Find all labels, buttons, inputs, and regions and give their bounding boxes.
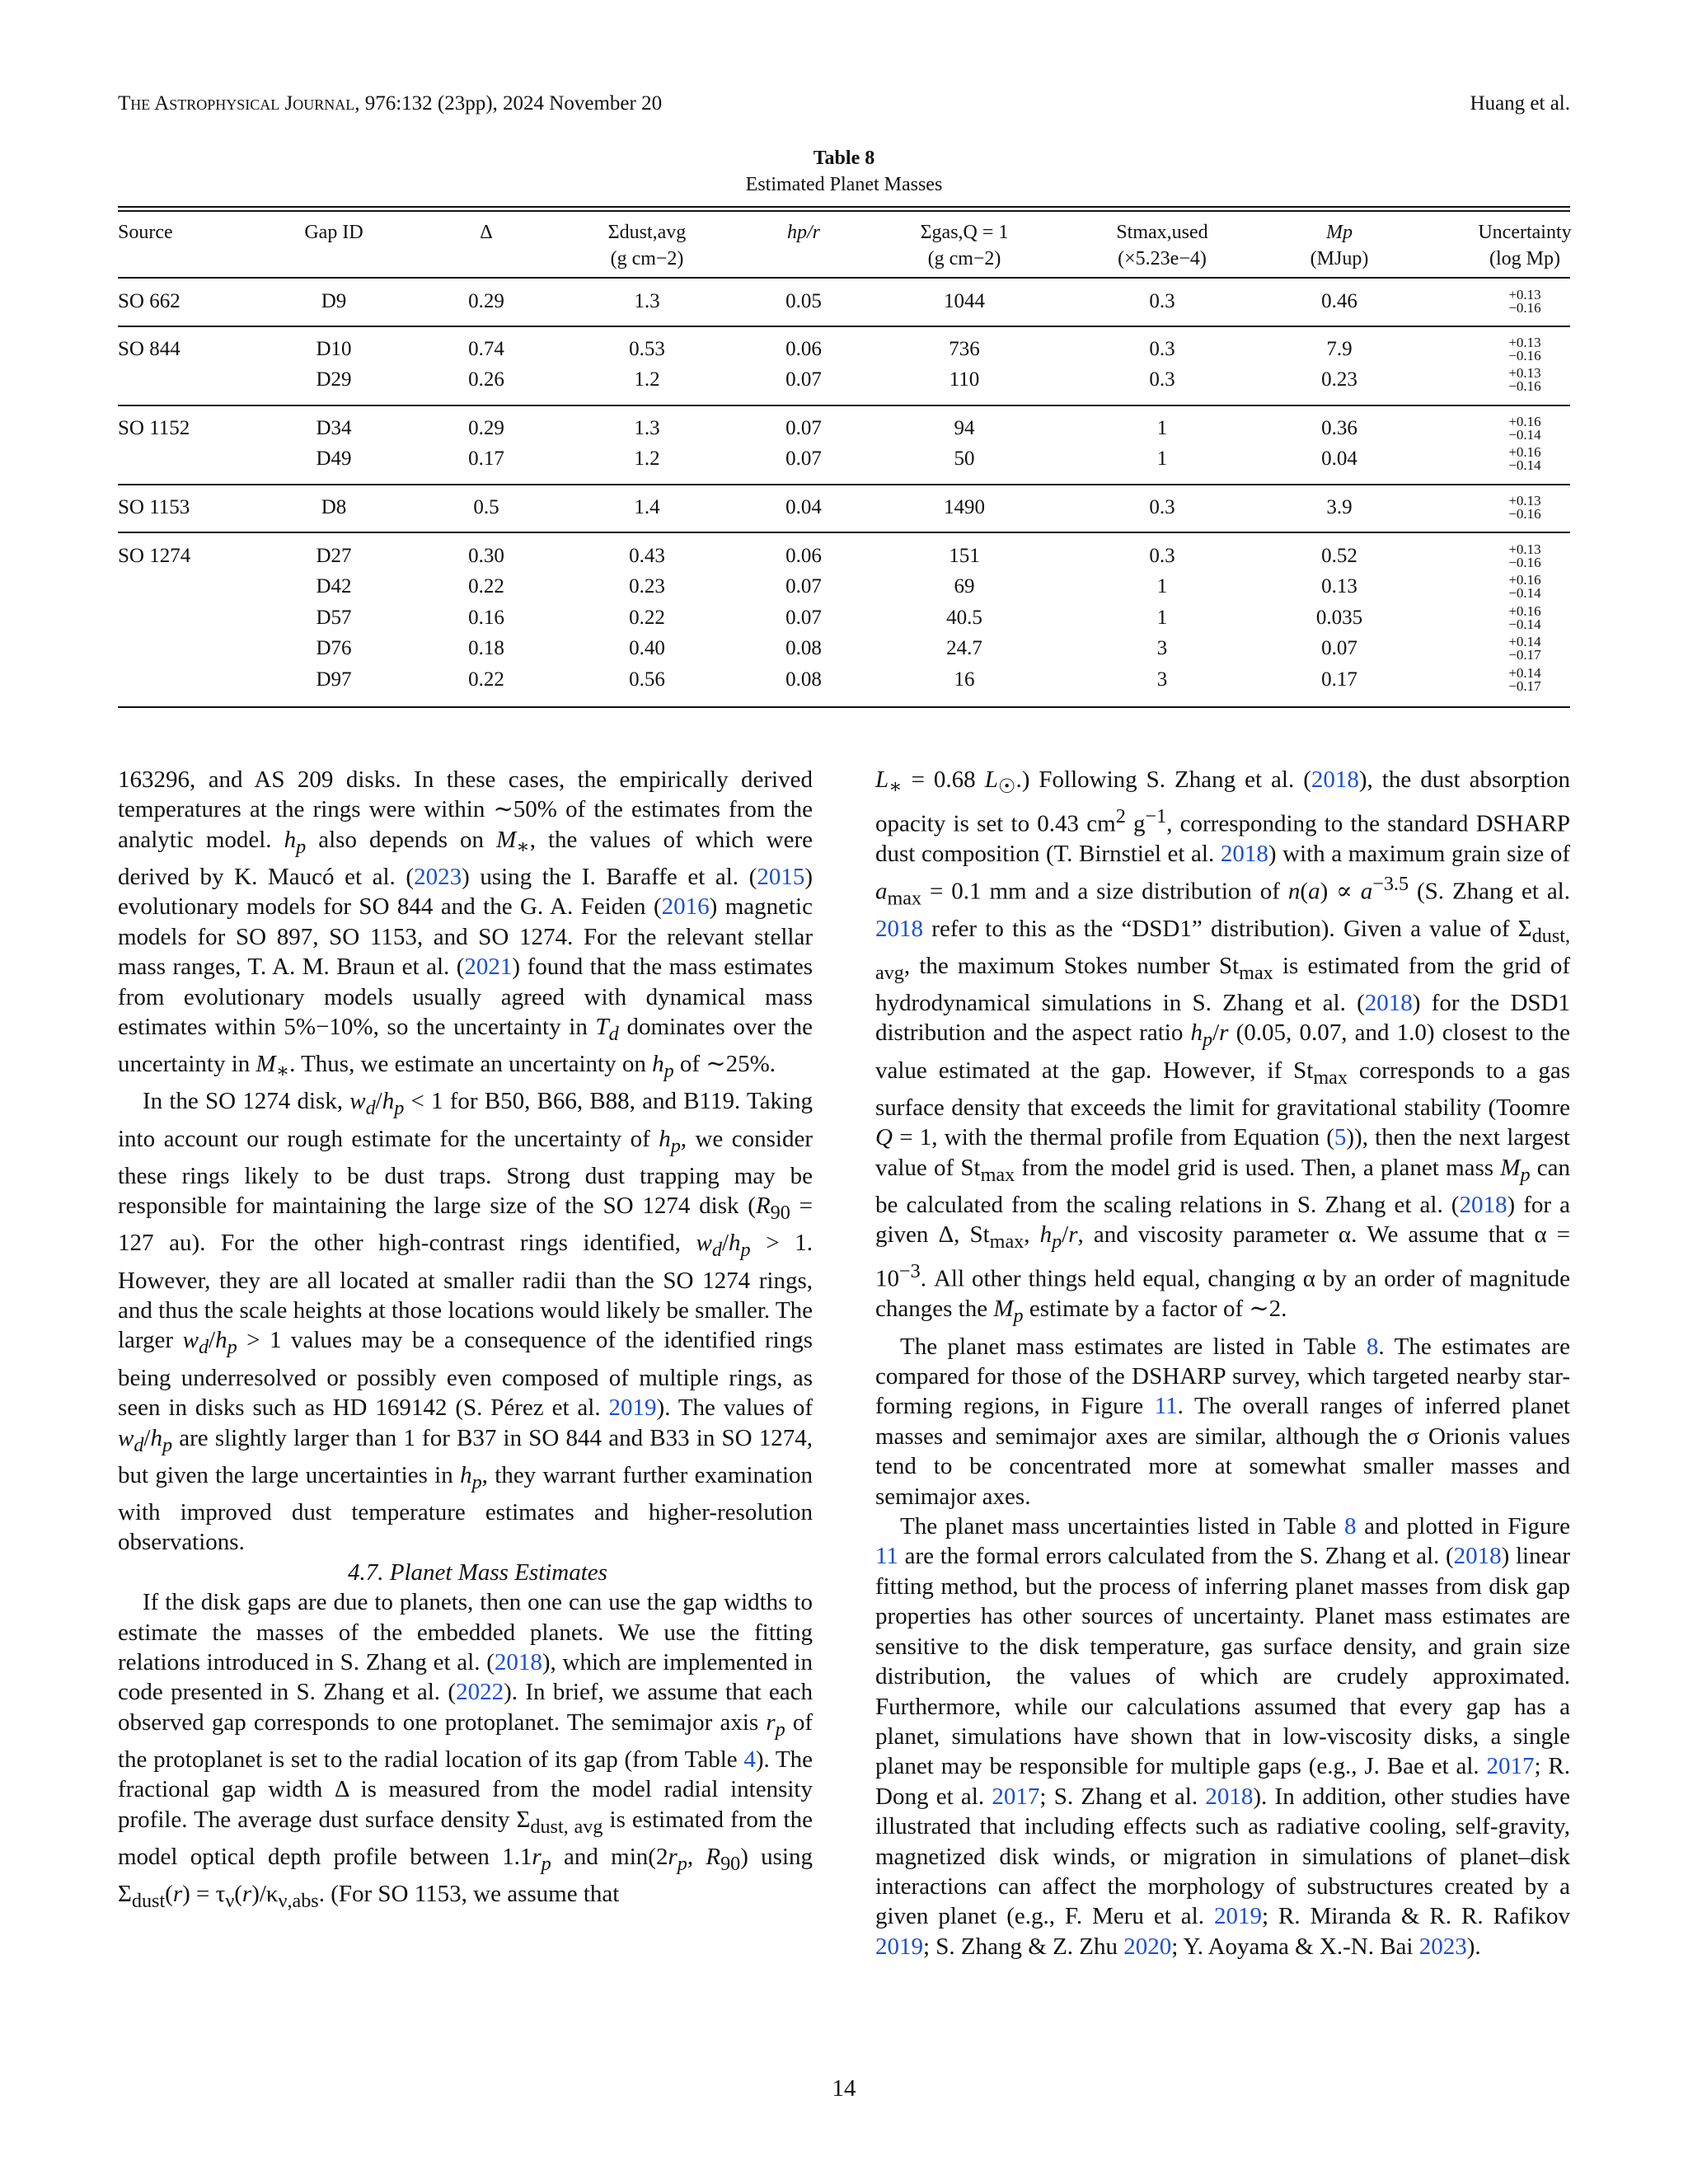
table-cell-gap: D29: [316, 368, 352, 391]
table-cell-sigma-dust: 1.3: [634, 417, 660, 439]
col-header-sigma-gas: [890, 219, 1039, 272]
uncertainty-upper: +0.16: [1508, 572, 1541, 588]
table-cell-gap: D9: [321, 290, 347, 312]
table-cell-st: 1: [1156, 417, 1168, 439]
uncertainty-lower: −0.14: [1508, 616, 1541, 632]
left-column: [118, 765, 813, 1916]
uncertainty-upper: +0.14: [1508, 665, 1541, 681]
uncertainty-lower: −0.17: [1508, 647, 1541, 663]
uncertainty-lower: −0.16: [1508, 506, 1541, 522]
table-cell-gap: D49: [316, 448, 352, 470]
table-cell-sigma-gas: 110: [949, 368, 980, 391]
uncertainty-lower: −0.16: [1508, 300, 1541, 316]
journal-citation: , 976:132 (23pp), 2024 November 20: [354, 92, 663, 115]
table-cell-mp: 0.46: [1321, 290, 1357, 312]
sigma-dust-unit: (g cm−2): [610, 248, 684, 269]
table-cell-delta: 0.30: [468, 545, 504, 567]
table-cell-uncertainty: [1508, 494, 1540, 521]
table-cell-mp: 0.07: [1321, 637, 1357, 659]
uncertainty-lower: −0.14: [1508, 457, 1541, 473]
table-cell-st: 0.3: [1149, 368, 1175, 391]
table-cell-sigma-dust: 1.4: [634, 496, 660, 518]
table-group-rule: [118, 326, 1570, 327]
table-cell-mp: 0.17: [1321, 668, 1357, 691]
table-cell-sigma-gas: 1044: [944, 290, 985, 312]
table-cell-st: 0.3: [1149, 496, 1175, 518]
uncertainty-upper: +0.16: [1508, 603, 1541, 619]
st-unit: (×5.23e−4): [1118, 248, 1207, 269]
table-cell-gap: D76: [316, 637, 352, 659]
running-header-citation: [118, 92, 662, 115]
uncertainty-upper: +0.13: [1508, 493, 1541, 509]
table-cell-sigma-gas: 69: [954, 575, 975, 598]
unc-unit: (log Mp): [1489, 248, 1560, 269]
col-header-sigma-dust: [573, 219, 721, 272]
table-cell-delta: 0.22: [468, 668, 504, 691]
uncertainty-upper: +0.13: [1508, 365, 1541, 381]
unc-label: Uncertainty: [1478, 222, 1572, 243]
table-cell-hp: 0.05: [785, 290, 822, 312]
table-cell-sigma-dust: 0.23: [629, 575, 665, 598]
table-bottom-rule: [118, 706, 1570, 708]
table-cell-sigma-gas: 40.5: [946, 607, 982, 629]
table-cell-hp: 0.08: [785, 668, 822, 691]
table-cell-sigma-dust: 1.2: [634, 368, 660, 391]
col-header-uncertainty: [1463, 219, 1587, 272]
col-header-delta: Δ: [480, 222, 493, 243]
table-cell-gap: D8: [321, 496, 347, 518]
uncertainty-lower: −0.14: [1508, 427, 1541, 443]
mp-unit: (MJup): [1310, 248, 1369, 269]
table-cell-uncertainty: [1508, 543, 1540, 569]
col-header-hp: hp/r: [786, 222, 820, 243]
table-cell-sigma-dust: 1.3: [634, 290, 660, 312]
col-header-mp: [1290, 219, 1389, 272]
table-title: [118, 145, 1570, 198]
table-cell-st: 0.3: [1149, 338, 1175, 360]
table-cell-gap: D27: [316, 545, 352, 567]
uncertainty-upper: +0.16: [1508, 414, 1541, 429]
table-cell-sigma-dust: 0.53: [629, 338, 665, 360]
uncertainty-upper: +0.13: [1508, 287, 1541, 302]
table-cell-delta: 0.17: [468, 448, 504, 470]
table-cell-uncertainty: [1508, 605, 1540, 631]
st-label: Stmax,used: [1116, 222, 1208, 243]
table-cell-hp: 0.07: [785, 448, 822, 470]
uncertainty-lower: −0.14: [1508, 585, 1541, 601]
table-cell-st: 0.3: [1149, 290, 1175, 312]
table-cell-hp: 0.07: [785, 368, 822, 391]
table-cell-gap: D10: [316, 338, 352, 360]
table-cell-hp: 0.06: [785, 338, 822, 360]
table-cell-hp: 0.08: [785, 637, 822, 659]
table-cell-source: SO 662: [118, 290, 181, 312]
mp-label: Mp: [1326, 222, 1353, 243]
uncertainty-lower: −0.17: [1508, 678, 1541, 694]
col-header-gap: Gap ID: [304, 222, 363, 243]
uncertainty-upper: +0.13: [1508, 335, 1541, 350]
sigma-gas-unit: (g cm−2): [927, 248, 1001, 269]
table-cell-hp: 0.04: [785, 496, 822, 518]
table-cell-source: SO 1152: [118, 417, 190, 439]
table-cell-mp: 0.13: [1321, 575, 1357, 598]
uncertainty-lower: −0.16: [1508, 555, 1541, 570]
uncertainty-upper: +0.13: [1508, 541, 1541, 557]
table-cell-hp: 0.07: [785, 575, 822, 598]
table-cell-st: 3: [1156, 668, 1168, 691]
table-cell-mp: 0.36: [1321, 417, 1357, 439]
table-cell-delta: 0.26: [468, 368, 504, 391]
running-header-authors: Huang et al.: [1470, 92, 1570, 115]
table-cell-uncertainty: [1508, 635, 1540, 662]
table-cell-delta: 0.29: [468, 417, 504, 439]
table-cell-st: 1: [1156, 448, 1168, 470]
table-cell-hp: 0.06: [785, 545, 822, 567]
table-cell-st: 1: [1156, 607, 1168, 629]
table-cell-mp: 0.23: [1321, 368, 1357, 391]
table-cell-uncertainty: [1508, 667, 1540, 693]
paragraph: If the disk gaps are due to planets, then one can use the gap widths to estimate the masses of the embedded planets. We use the fitting relations introduced in S. Zhang et al. (2018), which are implemented in code presented in S. Zhang et al. (2022). In brief, we assume that each observed gap corresponds to one protoplanet. The semimajor axis $r_p$ of the protoplanet is set to the radial location of its gap (from Table 4). The fractional gap width Δ is measured from the model radial intensity profile. The average dust surface density $\Sigma_{dust, avg}$ is estimated from the model optical depth profile between $1.1r_p$ and $\min(2r_p$, $R_{90}$) using $\Sigma_{dust}(r) = \tau_\nu(r)/\kappa_{\nu,abs}$. (For SO 1153, we assume that: [118, 1589, 814, 1912]
table-cell-sigma-gas: 24.7: [946, 637, 982, 659]
table-cell-gap: D42: [316, 575, 352, 598]
table-top-rule-2: [118, 210, 1570, 212]
table-cell-sigma-gas: 736: [949, 338, 980, 360]
table-cell-sigma-gas: 1490: [944, 496, 985, 518]
page-number: 14: [832, 2075, 856, 2102]
table-cell-hp: 0.07: [785, 607, 822, 629]
table-cell-sigma-dust: 0.22: [629, 607, 665, 629]
table-number: Table 8: [813, 148, 875, 169]
table-header-rule: [118, 277, 1570, 279]
table-cell-uncertainty: [1508, 574, 1540, 600]
table-group-rule: [118, 532, 1570, 533]
paragraph: The planet mass estimates are listed in Table 8. The estimates are compared for those of the DSHARP survey, which targeted nearby star-forming regions, in Figure 11. The overall ranges of inferred planet masses and semimajor axes are similar, although the σ Orionis values tend to be concentrated more at somewhat smaller masses and semimajor axes.: [875, 1333, 1570, 1510]
uncertainty-upper: +0.16: [1508, 444, 1541, 460]
col-header-source: Source: [118, 222, 173, 243]
table-group-rule: [118, 484, 1570, 485]
table-cell-delta: 0.29: [468, 290, 504, 312]
table-cell-sigma-dust: 0.40: [629, 637, 665, 659]
paragraph: $L_∗ = 0.68$ $L_☉$.) Following S. Zhang et al. (2018), the dust absorption opacity is set to 0.43 $cm^2$ $g^{-1}$, corresponding to the standard DSHARP dust composition (T. Birnstiel et al. 2018) with a maximum grain size of $a_{max} = 0.1$ mm and a size distribution of $n(a) \propto a^{-3.5}$ (S. Zhang et al. 2018 refer to this as the “DSD1” distribution). Given a value of $\Sigma_{dust, avg}$, the maximum Stokes number $St_{max}$ is estimated from the grid of hydrodynamical simulations in S. Zhang et al. (2018) for the DSD1 distribution and the aspect ratio $h_p/r$ (0.05, 0.07, and 1.0) closest to the value estimated at the gap. However, if $St_{max}$ corresponds to a gas surface density that exceeds the limit for gravitational stability (Toomre Q = 1, with the thermal profile from Equation (5)), then the next largest value of $St_{max}$ from the model grid is used. Then, a planet mass $M_p$ can be calculated from the scaling relations in S. Zhang et al. (2018) for a given Δ, $St_{max}$, $h_p/r$, and viscosity parameter α. We assume that $\alpha = 10^{-3}$. All other things held equal, changing α by an order of magnitude changes the $M_p$ estimate by a factor of ∼2.: [875, 766, 1571, 1328]
uncertainty-lower: −0.16: [1508, 348, 1541, 363]
table-cell-delta: 0.18: [468, 637, 504, 659]
table-cell-mp: 3.9: [1326, 496, 1353, 518]
sigma-dust-label: Σdust,avg: [607, 222, 687, 243]
table-cell-sigma-gas: 16: [954, 668, 975, 691]
table-cell-sigma-gas: 151: [949, 545, 980, 567]
table-cell-st: 3: [1156, 637, 1168, 659]
table-cell-mp: 0.035: [1315, 607, 1363, 629]
table-cell-delta: 0.74: [468, 338, 504, 360]
table-group-rule: [118, 405, 1570, 406]
table-cell-uncertainty: [1508, 415, 1540, 442]
journal-name: The Astrophysical Journal: [118, 92, 355, 115]
table-cell-gap: D57: [316, 607, 352, 629]
table-cell-source: SO 1274: [118, 545, 191, 567]
paragraph: The planet mass uncertainties listed in Table 8 and plotted in Figure 11 are the formal errors calculated from the S. Zhang et al. (2018) linear fitting method, but the process of inferring planet masses from disk gap properties has other sources of uncertainty. Planet mass estimates are sensitive to the disk temperature, gas surface density, and grain size distribution, the values of which are crudely approximated. Furthermore, while our calculations assumed that every gap has a planet, simulations have shown that in low-viscosity disks, a single planet may be responsible for multiple gaps (e.g., J. Bae et al. 2017; R. Dong et al. 2017; S. Zhang et al. 2018). In addition, other studies have illustrated that including effects such as radiative cooling, self-gravity, magnetized disk winds, or migration in simulations of planet–disk interactions can affect the morphology of substructures created by a given planet (e.g., F. Meru et al. 2019; R. Miranda & R. R. Rafikov 2019; S. Zhang & Z. Zhu 2020; Y. Aoyama & X.-N. Bai 2023).: [875, 1513, 1571, 1960]
table-cell-sigma-dust: 0.56: [629, 668, 665, 691]
table-caption: Estimated Planet Masses: [745, 174, 943, 195]
table-cell-source: SO 1153: [118, 496, 190, 518]
paragraph: 163296, and AS 209 disks. In these cases, the empirically derived temperatures at the rings were within ∼50% of the estimates from the analytic model. $h_p$ also depends on $M_∗$, the values of which were derived by K. Maucó et al. (2023) using the I. Baraffe et al. (2015) evolutionary models for SO 844 and the G. A. Feiden (2016) magnetic models for SO 897, SO 1153, and SO 1274. For the relevant stellar mass ranges, T. A. M. Braun et al. (2021) found that the mass estimates from evolutionary models usually agreed with dynamical mass estimates within 5%−10%, so the uncertainty in $T_d$ dominates over the uncertainty in $M_∗$. Thus, we estimate an uncertainty on $h_p$ of ∼25%.: [118, 766, 814, 1083]
uncertainty-upper: +0.14: [1508, 634, 1541, 649]
table-cell-source: SO 844: [118, 338, 181, 360]
table-top-rule: [118, 206, 1570, 208]
section-title: 4.7. Planet Mass Estimates: [348, 1558, 607, 1586]
table-cell-uncertainty: [1508, 367, 1540, 393]
sigma-gas-label: Σgas,Q = 1: [920, 222, 1009, 243]
table-cell-gap: D97: [316, 668, 352, 691]
table-cell-st: 0.3: [1149, 545, 1175, 567]
table-cell-sigma-dust: 0.43: [629, 545, 665, 567]
table-cell-mp: 7.9: [1326, 338, 1353, 360]
table-cell-uncertainty: [1508, 446, 1540, 472]
table-cell-gap: D34: [316, 417, 352, 439]
table-cell-sigma-dust: 1.2: [634, 448, 660, 470]
table-cell-sigma-gas: 94: [954, 417, 975, 439]
table-cell-uncertainty: [1508, 288, 1540, 315]
table-cell-delta: 0.16: [468, 607, 504, 629]
col-header-st: [1088, 219, 1236, 272]
table-cell-st: 1: [1156, 575, 1168, 598]
table-cell-delta: 0.22: [468, 575, 504, 598]
right-column: [875, 765, 1570, 1961]
table-cell-mp: 0.04: [1321, 448, 1357, 470]
table-cell-sigma-gas: 50: [954, 448, 975, 470]
table-cell-delta: 0.5: [473, 496, 499, 518]
uncertainty-lower: −0.16: [1508, 378, 1541, 394]
table-cell-hp: 0.07: [785, 417, 822, 439]
table-cell-uncertainty: [1508, 336, 1540, 363]
table-cell-mp: 0.52: [1321, 545, 1357, 567]
paragraph: In the SO 1274 disk, $w_d/h_p < 1$ for B50, B66, B88, and B119. Taking into account our rough estimate for the uncertainty of $h_p$, we consider these rings likely to be dust traps. Strong dust trapping may be responsible for maintaining the large size of the SO 1274 disk ($R_{90} = 127$ au). For the other high-contrast rings identified, $w_d/h_p > 1$. However, they are all located at smaller radii than the SO 1274 rings, and thus the scale heights at those locations would likely be smaller. The larger $w_d/h_p > 1$ values may be a consequence of the identified rings being underresolved or possibly even composed of multiple rings, as seen in disks such as HD 169142 (S. Pérez et al. 2019). The values of $w_d/h_p$ are slightly larger than 1 for B37 in SO 844 and B33 in SO 1274, but given the large uncertainties in $h_p$, they warrant further examination with improved dust temperature estimates and higher-resolution observations.: [118, 1088, 814, 1556]
